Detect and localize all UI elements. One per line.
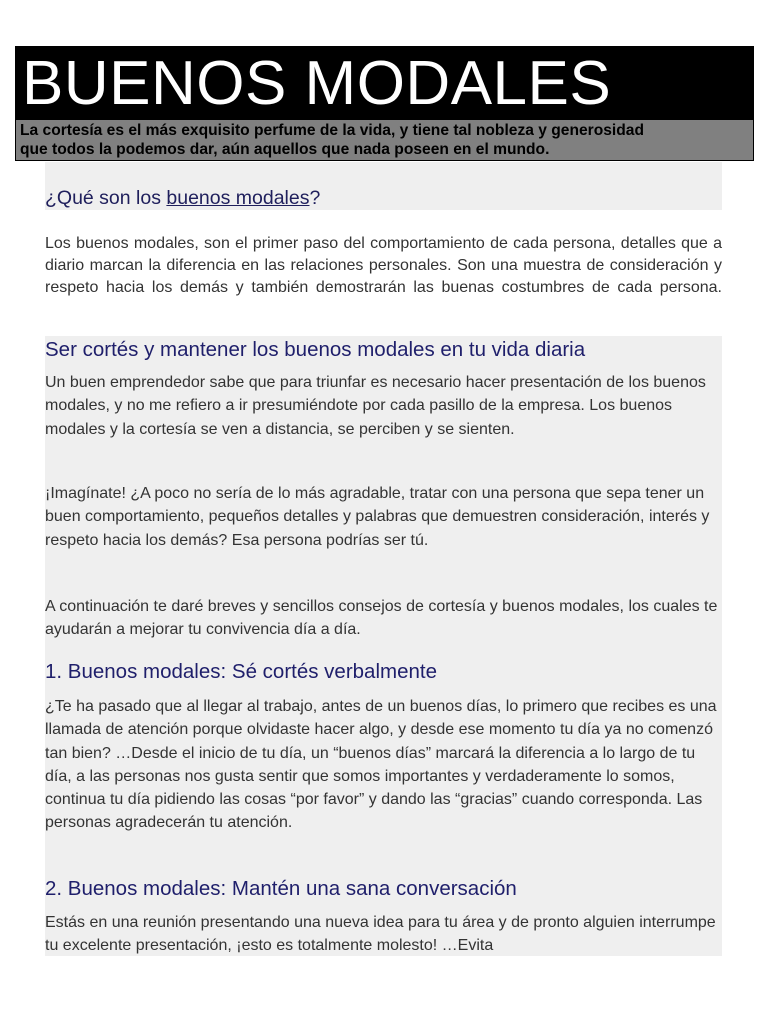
heading-text-end: ? — [309, 187, 321, 209]
quote-box — [16, 119, 753, 160]
heading-text: ¿Qué son los — [45, 187, 167, 209]
paragraph-daily-2: ¡Imagínate! ¿A poco no sería de lo más agradable, tratar con una persona que sepa tener un buen comportamiento, pequeños detalles y palabras que demuestren consideración, interés y respeto hacia los demás? Esa persona podrías ser tú. — [45, 485, 710, 549]
header-banner — [15, 46, 754, 161]
section-heading-one: 1. Buenos modales: Sé cortés verbalmente — [45, 660, 437, 683]
paragraph-daily-3: A continuación te daré breves y sencillos consejos de cortesía y buenos modales, los cuales te ayudarán a mejorar tu convivencia día a día. — [45, 598, 718, 639]
paragraph-what: Los buenos modales, son el primer paso del comportamiento de cada persona, detalles que a diario marcan la diferencia en las relaciones personales. Son una muestra de consideración y respeto hacia los demás y también demostrarán las buenas costumbres de cada persona. — [45, 235, 722, 296]
paragraph-one: ¿Te ha pasado que al llegar al trabajo, antes de un buenos días, lo primero que recibes es una llamada de atención porque olvidaste hacer algo, y desde ese momento tu día ya no comenzó tan bien? …Desde el inicio de tu día, un “buenos días” marcará la diferencia a lo largo de tu día, a las personas nos gusta sentir que somos importantes y verdaderamente lo somos, continua tu día pidiendo las cosas “por favor” y dando las “gracias” cuando corresponda. Las personas agradecerán tu atención. — [45, 698, 717, 832]
buenos-modales-link[interactable]: buenos modales — [166, 187, 310, 209]
page-title: BUENOS MODALES — [22, 49, 612, 118]
section-heading-two: 2. Buenos modales: Mantén una sana conversación — [45, 877, 517, 900]
paragraph-daily-1: Un buen emprendedor sabe que para triunfar es necesario hacer presentación de los buenos modales, y no me refiero a ir presumiéndote por cada pasillo de la empresa. Los buenos modales y la cortesía se ven a distancia, se perciben y se sienten. — [45, 374, 706, 438]
quote-line-2: que todos la podemos dar, aún aquellos que nada poseen en el mundo. — [20, 141, 550, 158]
section-heading-daily: Ser cortés y mantener los buenos modales en tu vida diaria — [45, 338, 586, 361]
section-heading-what — [45, 185, 320, 211]
paragraph-two: Estás en una reunión presentando una nueva idea para tu área y de pronto alguien interrumpe tu excelente presentación, ¡esto es totalmente molesto! …Evita — [45, 914, 716, 955]
quote-line-1: La cortesía es el más exquisito perfume de la vida, y tiene tal nobleza y generosidad — [20, 122, 644, 139]
